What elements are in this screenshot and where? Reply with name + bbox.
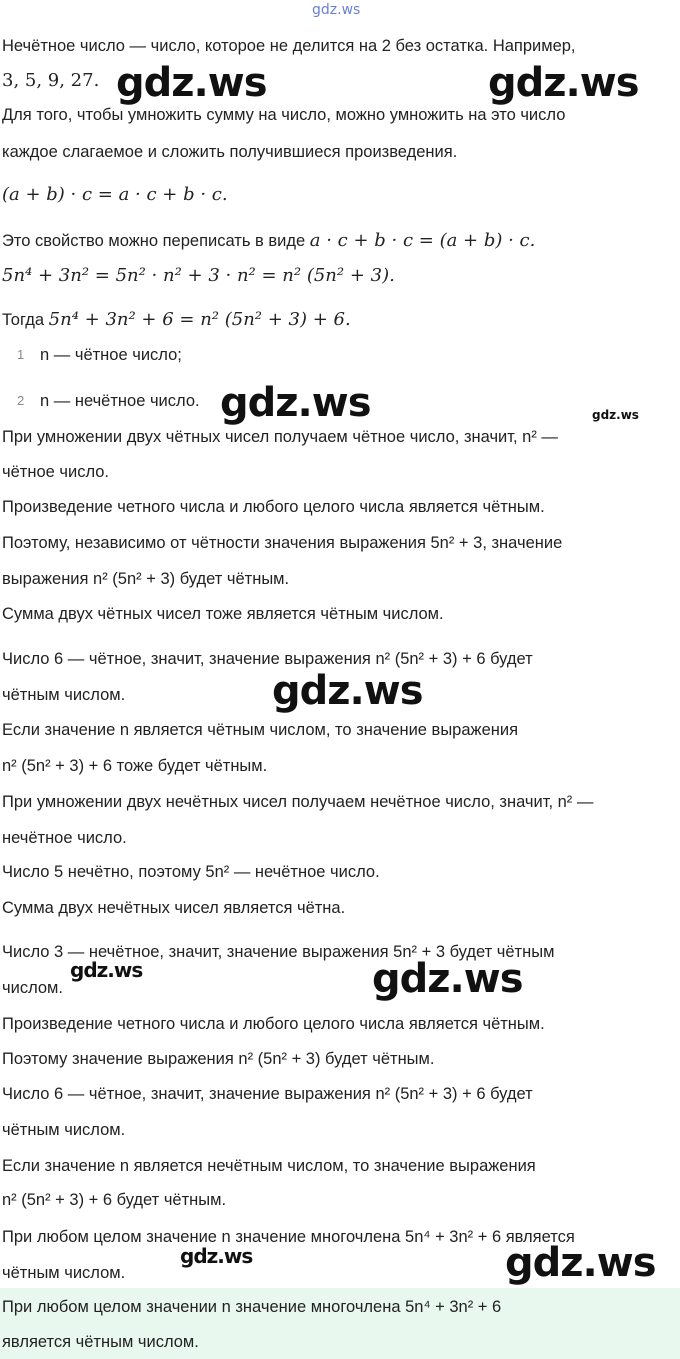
- watermark: gdz.ws: [592, 408, 639, 422]
- watermark: gdz.ws: [272, 668, 423, 714]
- text-fragment: Тогда: [2, 311, 45, 329]
- text-line: чётное число.: [2, 463, 110, 481]
- text-line: Число 3 — нечётное, значит, значение выражения 5n² + 3 будет чётным: [2, 943, 555, 961]
- watermark: gdz.ws: [70, 958, 143, 982]
- text-line: Если значение n является чётным числом, то значение выражения: [2, 721, 519, 739]
- watermark: gdz.ws: [180, 1244, 253, 1268]
- text-line: Сумма двух чётных чисел тоже является чётным числом.: [2, 605, 444, 623]
- text-line: числом.: [2, 979, 63, 997]
- text-line: Число 6 — чётное, значит, значение выражения n² (5n² + 3) + 6 будет: [2, 1085, 533, 1103]
- text-line: Поэтому, независимо от чётности значения выражения 5n² + 3, значение: [2, 534, 563, 552]
- text-line: нечётное число.: [2, 829, 127, 847]
- text-line: Число 6 — чётное, значит, значение выражения n² (5n² + 3) + 6 будет: [2, 650, 533, 668]
- text-fragment: Это свойство можно переписать в виде: [2, 232, 306, 250]
- text-line: n² (5n² + 3) + 6 будет чётным.: [2, 1191, 227, 1209]
- answer-line: При любом целом значении n значение многочлена 5n⁴ + 3n² + 6: [2, 1298, 502, 1316]
- watermark: gdz.ws: [220, 380, 371, 426]
- answer-line: является чётным числом.: [2, 1333, 199, 1351]
- text-line: чётным числом.: [2, 686, 126, 704]
- text-line: [2, 230, 535, 252]
- math-line: 3, 5, 9, 27.: [2, 70, 100, 91]
- text-line: Если значение n является нечётным числом, то значение выражения: [2, 1157, 536, 1175]
- watermark: gdz.ws: [505, 1240, 656, 1286]
- text-line: каждое слагаемое и сложить получившиеся произведения.: [2, 143, 458, 161]
- list-item: n — нечётное число.: [40, 392, 200, 410]
- text-line: Произведение четного числа и любого целого числа является чётным.: [2, 498, 545, 516]
- formula: 5n⁴ + 3n² + 6 = n² (5n² + 3) + 6.: [48, 309, 351, 330]
- text-line: чётным числом.: [2, 1121, 126, 1139]
- text-line: Сумма двух нечётных чисел является чётна.: [2, 899, 346, 917]
- text-line: n² (5n² + 3) + 6 тоже будет чётным.: [2, 757, 268, 775]
- list-item-number: 2: [17, 393, 25, 408]
- watermark: gdz.ws: [312, 2, 361, 18]
- watermark: gdz.ws: [116, 60, 267, 106]
- text-line: чётным числом.: [2, 1264, 126, 1282]
- text-line: Поэтому значение выражения n² (5n² + 3) будет чётным.: [2, 1050, 435, 1068]
- formula-line: (a + b) · c = a · c + b · c.: [2, 184, 228, 205]
- formula: a · c + b · c = (a + b) · c.: [309, 230, 536, 251]
- text-line: выражения n² (5n² + 3) будет чётным.: [2, 570, 290, 588]
- text-line: Произведение четного числа и любого целого числа является чётным.: [2, 1015, 545, 1033]
- formula-line: 5n⁴ + 3n² = 5n² · n² + 3 · n² = n² (5n² + 3).: [2, 265, 395, 286]
- text-line: [2, 309, 351, 331]
- text-line: Для того, чтобы умножить сумму на число, можно умножить на это число: [2, 106, 566, 124]
- text-line: Нечётное число — число, которое не делится на 2 без остатка. Например,: [2, 37, 576, 55]
- list-item: n — чётное число;: [40, 346, 182, 364]
- text-line: Число 5 нечётно, поэтому 5n² — нечётное число.: [2, 863, 380, 881]
- watermark: gdz.ws: [488, 60, 639, 106]
- list-item-number: 1: [17, 347, 25, 362]
- text-line: При любом целом значение n значение многочлена 5n⁴ + 3n² + 6 является: [2, 1228, 575, 1246]
- text-line: При умножении двух нечётных чисел получаем нечётное число, значит, n² —: [2, 793, 594, 811]
- watermark: gdz.ws: [372, 956, 523, 1002]
- text-line: При умножении двух чётных чисел получаем чётное число, значит, n² —: [2, 428, 558, 446]
